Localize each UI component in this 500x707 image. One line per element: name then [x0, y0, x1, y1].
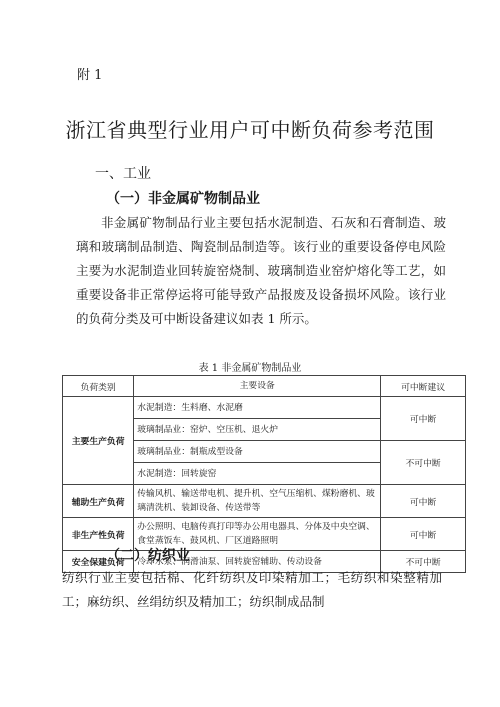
equipment-cell: 冷却水泵、润滑油泵、回转旋窑辅助、传动设备 [134, 551, 381, 573]
equipment-cell: 办公照明、电脑传真打印等办公用电器具、分体及中央空调、食堂蒸饭车、鼓风机、厂区道路照明 [134, 518, 381, 551]
paragraph-nonmetal: 非金属矿物制品行业主要包括水泥制造、石灰和石膏制造、玻璃和玻璃制品制造、陶瓷制品制造等。该行业的重要设备停电风险主要为水泥制造业回转旋窑烧制、玻璃制造业窑炉熔化等工艺，如重要设备非正常停运将可能导致产品报废及设备损坏风险。该行业的负荷分类及可中断设备建议如表 1 所示。 [76, 215, 446, 326]
category-cell: 安全保建负荷 [63, 551, 134, 573]
table-row [63, 485, 466, 518]
subsection-heading-nonmetal: （一）非金属矿物制品业 [106, 191, 260, 207]
flag-cell: 不可中断 [381, 441, 466, 485]
table-row [63, 397, 466, 419]
flag-cell: 可中断 [381, 518, 466, 551]
flag-cell: 可中断 [381, 485, 466, 518]
equipment-cell: 水泥制造：回转旋窑 [134, 463, 381, 485]
section-heading-industry: 一、工业 [95, 166, 151, 182]
table-header-row [63, 376, 466, 397]
header-load-category: 负荷类别 [63, 376, 134, 397]
equipment-cell: 水泥制造：生料磨、水泥磨 [134, 397, 381, 419]
header-equipment: 主要设备 [134, 376, 381, 397]
subsection-heading-textile: （二）纺织业 [106, 548, 190, 564]
category-cell: 辅助生产负荷 [63, 485, 134, 518]
equipment-cell: 玻璃制品业：制瓶成型设备 [134, 441, 381, 463]
header-interruptible: 可中断建议 [381, 376, 466, 397]
category-cell: 非生产性负荷 [63, 518, 134, 551]
equipment-cell: 传输风机、输送带电机、提升机、空气压缩机、煤粉磨机、玻璃清洗机、装卸设备、传送带等 [134, 485, 381, 518]
annex-label: 附 1 [77, 68, 103, 83]
flag-cell: 不可中断 [381, 551, 466, 573]
document-title: 浙江省典型行业用户可中断负荷参考范围 [65, 118, 435, 142]
flag-cell: 可中断 [381, 397, 466, 441]
equipment-cell: 玻璃制品业：窑炉、空压机、退火炉 [134, 419, 381, 441]
table-caption: 表 1 非金属矿物制品业 [198, 363, 302, 374]
category-cell: 主要生产负荷 [63, 397, 134, 485]
load-table [62, 375, 466, 573]
paragraph-textile: 纺织行业主要包括棉、化纤纺织及印染精加工；毛纺织和染整精加工；麻纺织、丝绢纺织及精加工；纺织制成品制 [62, 570, 442, 609]
